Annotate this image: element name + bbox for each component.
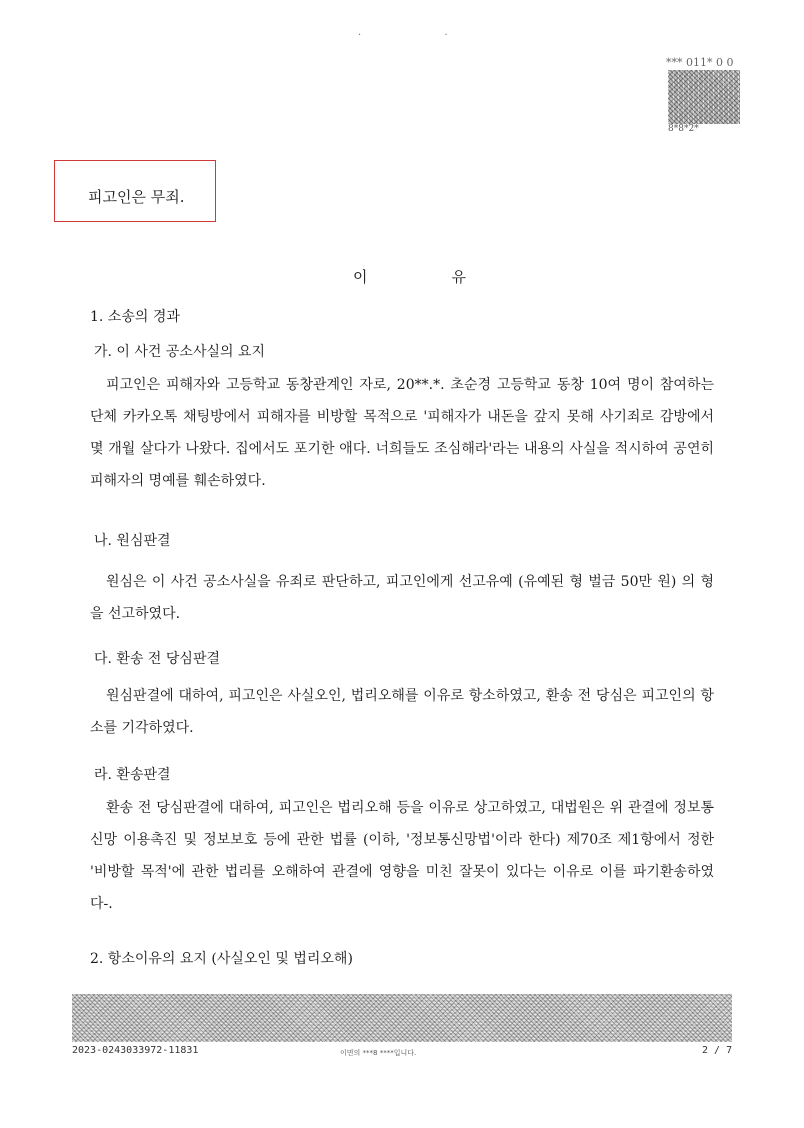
- heading-1b: 나. 원심판결: [94, 533, 171, 549]
- section-title-char-1: 이: [353, 268, 368, 286]
- qr-code-icon: [668, 70, 740, 124]
- issuance-stamp-number: 8*8*2*: [668, 124, 699, 134]
- verdict-text: 피고인은 무죄.: [88, 188, 185, 206]
- heading-1c: 다. 환송 전 당심판결: [94, 651, 220, 667]
- paragraph-pre-remand-judgment: 원심판결에 대하여, 피고인은 사실오인, 법리오해를 이유로 항소하였고, 환송 전 당심은 피고인의 항소를 기각하였다.: [90, 688, 714, 736]
- paragraph-charges: 피고인은 피해자와 고등학교 동창관계인 자로, 20**.*. 초순경 고등학교 동창 10여 명이 참여하는 단체 카카오톡 채팅방에서 피해자를 비방할 목적으로 '피해자가 내돈을 갚지 못해 사기죄로 감방에서 몇 개월 살다가 나왔다. 집에서도 포기한 애다. 너희들도 조심해라'라는 내용의 사실을 적시하여 공연히 피해자의 명예를 훼손하였다.: [90, 377, 714, 489]
- paragraph-remand-judgment: 환송 전 당심판결에 대하여, 피고인은 법리오해 등을 이유로 상고하였고, 대법원은 위 관결에 정보통신망 이용촉진 및 정보보호 등에 관한 법률 (이하, '정보통신망법'이라 한다) 제70조 제1항에서 정한 '비방할 목적'에 관한 법리를 오해하여 관결에 영향을 미친 잘못이 있다는 이유로 이를 파기환송하였다-.: [90, 800, 714, 912]
- security-pattern-strip: [72, 994, 732, 1042]
- footer-notice: 이면의 ***8 ****입니다.: [340, 1049, 417, 1057]
- scan-dots: · ·: [358, 30, 488, 41]
- heading-1: 1. 소송의 경과: [90, 309, 180, 325]
- issuance-stamp-text: *** 011* 0 0: [666, 56, 734, 69]
- heading-1a: 가. 이 사건 공소사실의 요지: [94, 344, 266, 360]
- page-number: 2 / 7: [702, 1045, 733, 1056]
- document-number: 2023-0243033972-11831: [72, 1045, 199, 1056]
- heading-1d: 라. 환송판결: [94, 767, 171, 783]
- heading-2: 2. 항소이유의 요지 (사실오인 및 법리오해): [90, 951, 353, 967]
- section-title-char-2: 유: [451, 268, 466, 286]
- section-title: [353, 266, 466, 287]
- paragraph-original-judgment: 원심은 이 사건 공소사실을 유죄로 판단하고, 피고인에게 선고유예 (유예된 형 벌금 50만 원) 의 형을 선고하였다.: [90, 574, 714, 622]
